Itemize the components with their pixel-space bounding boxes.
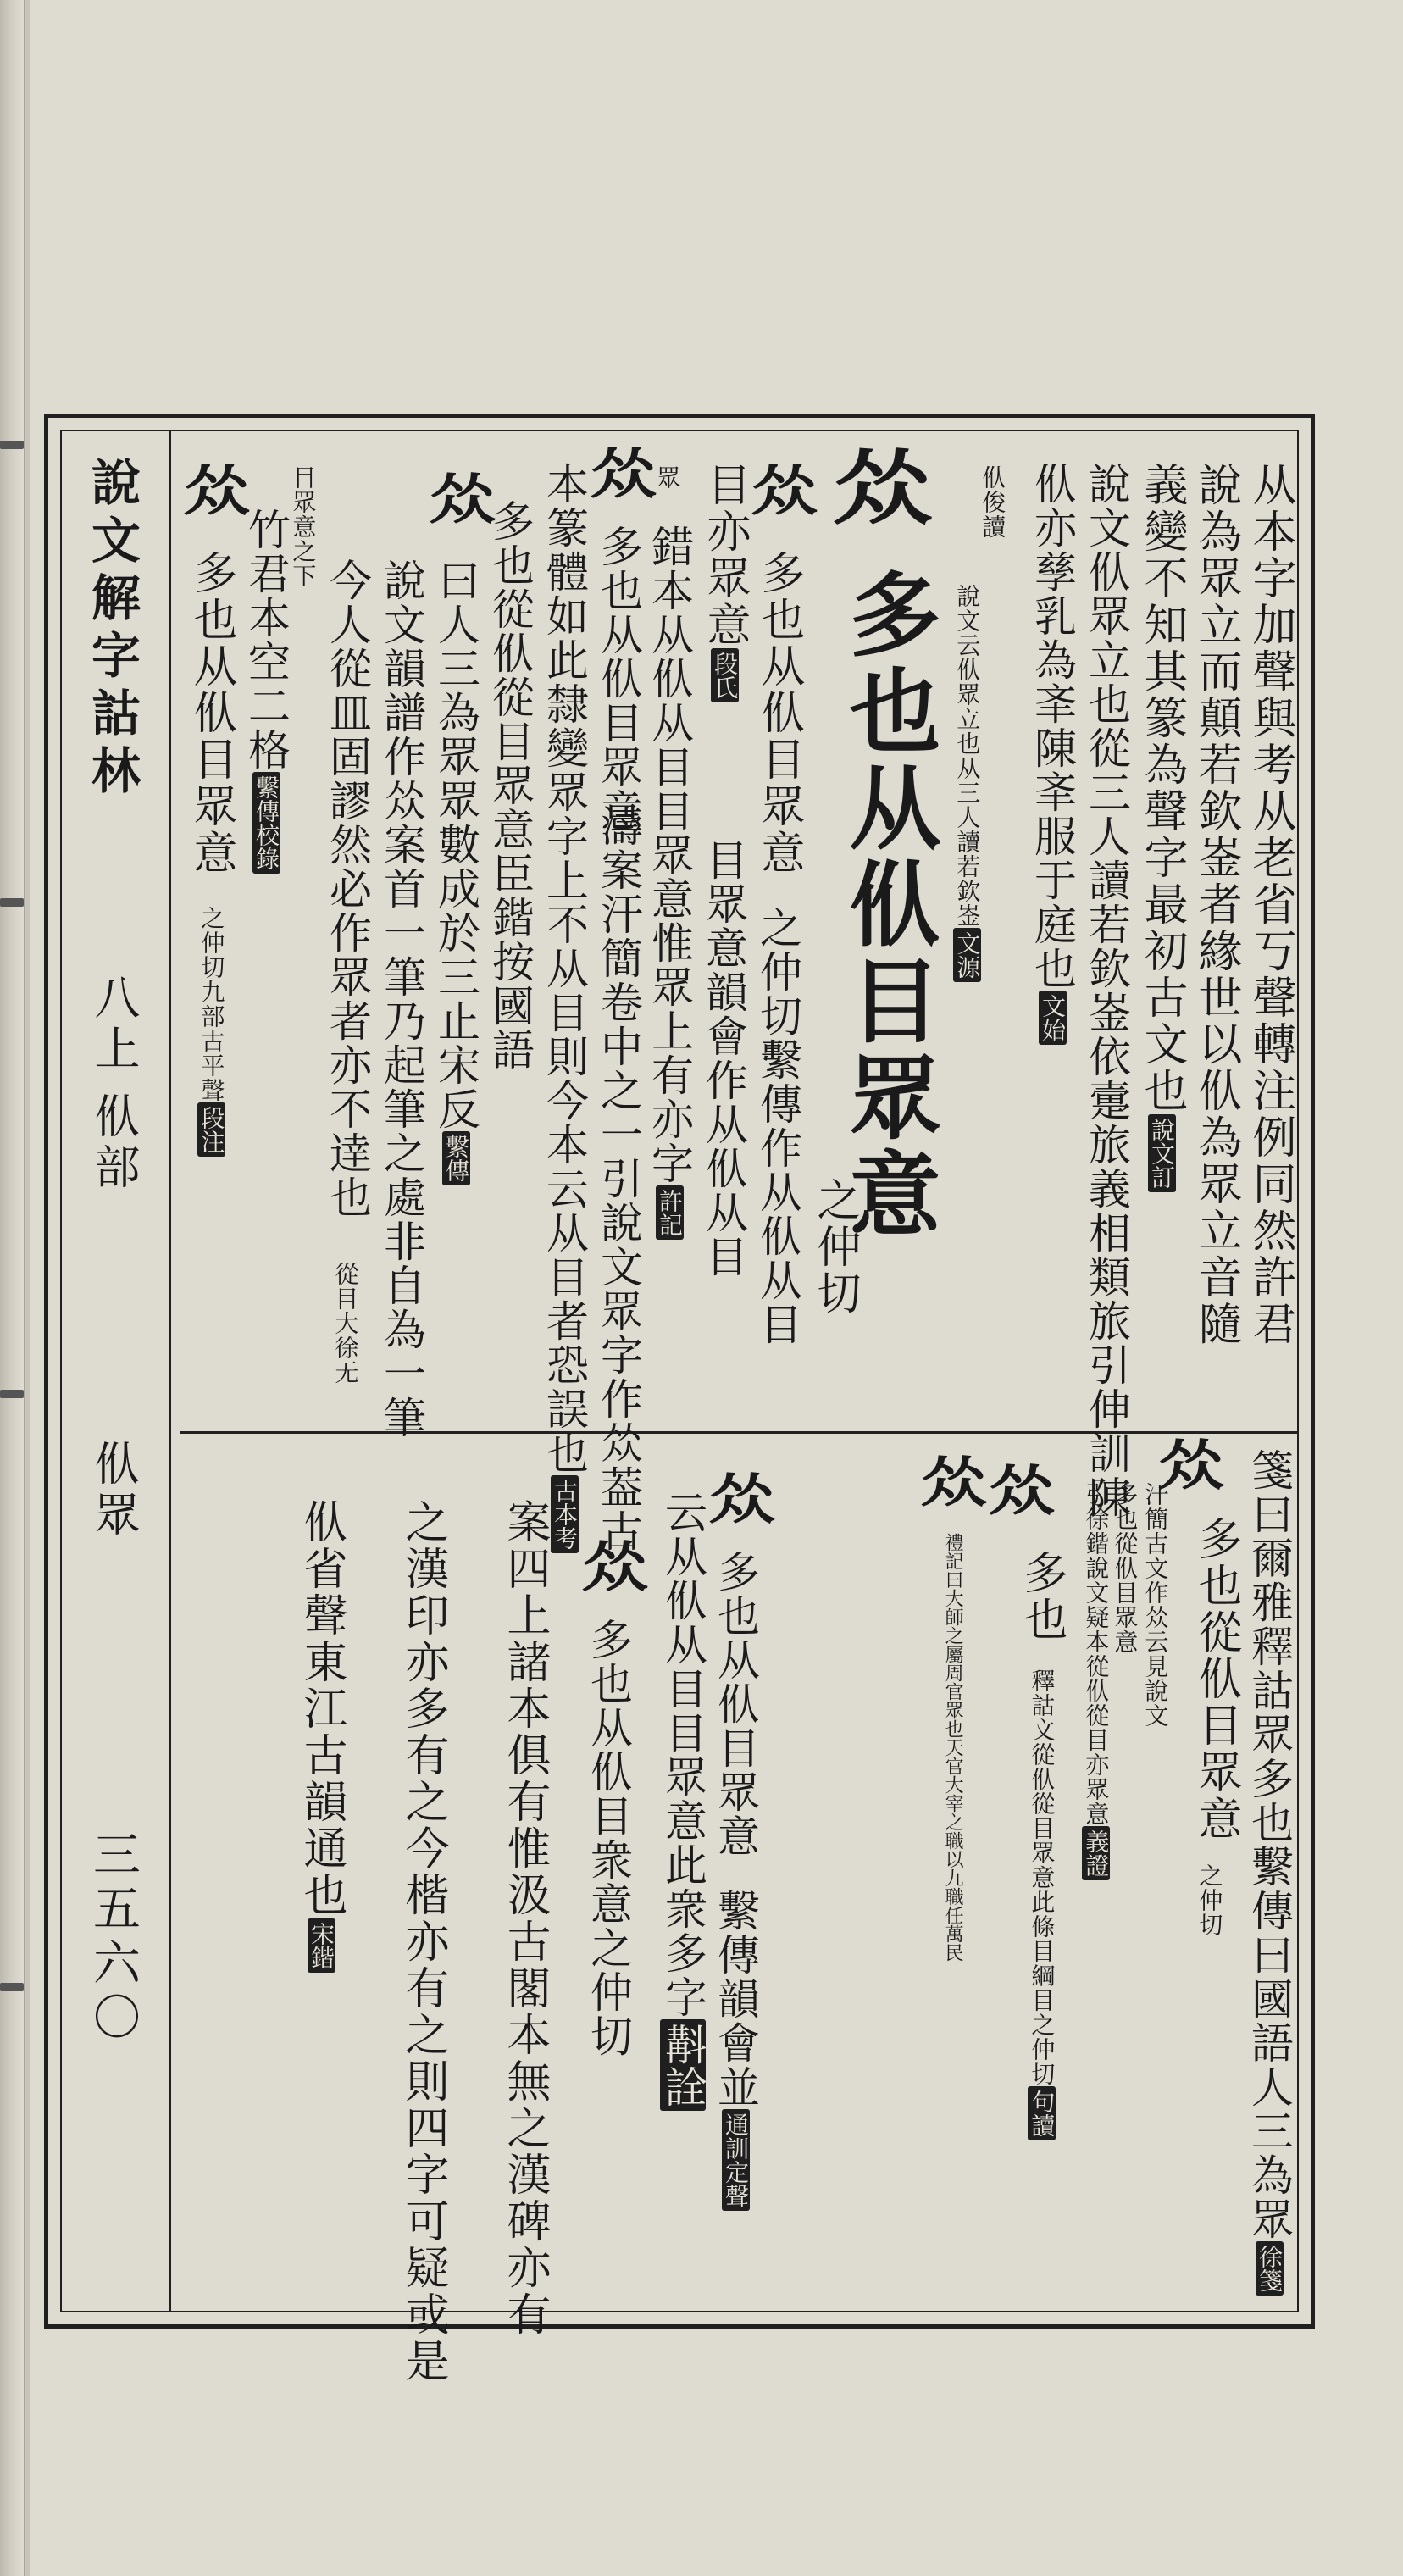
upper-col-12-text: 本篆體如此隸變眾字上不从目則今本云从目者恐誤也	[540, 462, 589, 1475]
lower-col-4-note-text: 引徐鍇說文疑本從㐺從目亦眾意	[1082, 1482, 1111, 1826]
seal-glyph: 𠈌	[707, 1468, 770, 1532]
page-number: 三五六〇	[86, 1829, 141, 2046]
source-tag: 段注	[197, 1102, 225, 1157]
headword-definition: 多也从㐺目眾意	[834, 567, 940, 1243]
lower-col-7-note	[711, 1889, 760, 2211]
upper-col-13: 多也從㐺從目眾意臣鍇按國語	[485, 499, 535, 1072]
radical-label: 㐺部	[87, 1092, 141, 1194]
source-tag: 繫傳	[442, 1131, 470, 1185]
upper-col-10-text: 錯本从㐺从目目眾意惟眾上有亦字	[645, 525, 694, 1185]
upper-col-18	[241, 508, 291, 874]
book-binding	[0, 0, 25, 2576]
upper-col-9	[699, 462, 750, 702]
upper-col-17: 目眾意之下	[289, 465, 318, 588]
source-tag: 義證	[1082, 1826, 1110, 1880]
page-frame	[44, 414, 1315, 2384]
lower-col-5-note-text: 釋詁文從㐺從目眾意此條目綱目之仲切	[1028, 1668, 1056, 2086]
upper-col-14-text: 曰人三為眾眾數成於三止宋反	[431, 558, 480, 1131]
lower-col-1-text: 箋曰爾雅釋詁眾多也繫傳曰國語人三為眾	[1245, 1448, 1294, 2241]
upper-col-10-note: 眾	[653, 465, 682, 490]
lower-col-7-note-text: 繫傳韻會並	[711, 1889, 760, 2109]
upper-col-15: 說文韻譜作𠈌案首一筆乃起筆之處非自為一筆	[377, 558, 426, 1440]
page-frame-inner	[60, 430, 1299, 2384]
seal-glyph: 𠈌	[428, 469, 491, 532]
upper-col-3-text: 義變不知其篆為聲字最初古文也	[1136, 462, 1187, 1114]
source-tag: 古本考	[551, 1475, 579, 1553]
upper-col-11-note: 濤案汗簡卷中之一引說文眾字作𠈌葢古	[594, 804, 643, 1553]
upper-col-1: 从本字加聲與考从老省丂聲轉注例同然許君	[1245, 462, 1295, 1347]
seal-glyph: 𠈌	[919, 1452, 982, 1515]
source-tag: 文源	[953, 928, 981, 982]
lower-col-8-text: 云从㐺从目目眾意此衆多字	[658, 1491, 707, 2019]
volume-label: 八上	[87, 974, 141, 1075]
seal-glyph: 𠈌	[1156, 1435, 1219, 1498]
upper-col-16: 今人從皿固謬然必作眾者亦不逹也	[323, 558, 372, 1219]
upper-col-2: 說為眾立而顛若欽崟者緣世以㐺為眾立音隨	[1190, 462, 1241, 1347]
book-title: 說文解字詁林	[83, 457, 141, 802]
lower-col-3: 汗簡古文作𠈌云見說文	[1141, 1482, 1170, 1728]
source-tag: 許記	[656, 1185, 684, 1240]
source-tag: 句讀	[1028, 2086, 1056, 2140]
upper-col-5-text: 㐺亦孳乳為㪯陳㪯服于庭也	[1028, 462, 1077, 991]
upper-col-18-text: 竹君本空二格	[241, 508, 291, 772]
upper-col-9-text: 目亦眾意	[699, 462, 750, 648]
upper-col-4: 說文㐺眾立也從三人讀若欽崟依㚄旅義相類旅引伸訓陳	[1082, 462, 1131, 1519]
lower-col-5-note	[1028, 1668, 1056, 2140]
seal-glyph: 𠈌	[589, 443, 652, 507]
binding-stitch	[0, 1390, 24, 1398]
upper-col-10	[645, 525, 694, 1240]
headword-reading: 之仲切	[809, 1177, 860, 1317]
upper-col-11: 多也从㐺目眾意	[594, 525, 643, 833]
source-tag: 段氏	[711, 648, 739, 702]
lower-col-12-text: 㐺省聲東江古韻通也	[296, 1499, 347, 1918]
source-tag: 說文訂	[1148, 1114, 1176, 1192]
upper-col-8: 多也从㐺目眾意	[753, 550, 804, 876]
binding-stitch	[0, 1983, 24, 1991]
margin-column	[62, 431, 171, 2311]
binding-stitch	[0, 441, 24, 449]
heading-label: 㐺眾	[87, 1440, 141, 1541]
lower-col-10: 案四上諸本俱有惟汲古閣本無之漢碑亦有	[499, 1499, 550, 2338]
lower-col-8	[660, 1491, 706, 2111]
upper-col-8-note: 之仲切繫傳作从㐺从目	[753, 906, 802, 1346]
upper-col-5	[1028, 462, 1077, 1045]
seal-glyph: 𠈌	[750, 460, 812, 524]
seal-glyph: 𠈌	[182, 460, 245, 524]
lower-col-9: 多也从㐺目衆意之仲切	[584, 1618, 633, 2058]
upper-col-6a: 㐺俊讀	[979, 465, 1007, 539]
page-edge	[25, 0, 30, 2576]
source-tag: 斠詮	[660, 2019, 706, 2111]
lower-col-1	[1245, 1448, 1294, 2296]
lower-col-11: 之漢印亦多有之今楷亦有之則四字可疑或是	[397, 1499, 448, 2384]
upper-col-14	[431, 558, 480, 1185]
seal-glyph: 𠈌	[580, 1536, 643, 1600]
upper-col-6b-text: 說文云㐺眾立也从三人讀若欽崟	[953, 584, 982, 928]
source-tag: 繫傳校錄	[252, 772, 280, 874]
upper-col-3	[1136, 462, 1187, 1192]
lower-col-2-note: 之仲切	[1195, 1863, 1224, 1937]
upper-col-19-note	[197, 906, 225, 1157]
binding-stitch	[0, 898, 24, 907]
seal-glyph: 𠈌	[987, 1460, 1050, 1524]
source-tag: 徐箋	[1256, 2241, 1284, 2296]
source-tag: 文始	[1039, 991, 1067, 1045]
upper-col-16-note: 從目大徐无	[331, 1262, 360, 1385]
source-tag: 宋鍇	[308, 1918, 336, 1973]
upper-col-12	[540, 462, 589, 1553]
upper-col-19: 多也从㐺目眾意	[186, 550, 236, 876]
lower-col-4: 多也從㐺目眾意	[1111, 1482, 1140, 1654]
lower-col-6-note: 禮記曰大師之屬周官眾也天官大宰之職以九職任萬民	[942, 1533, 964, 1962]
upper-col-19-note-text: 之仲切九部古平聲	[197, 906, 226, 1102]
lower-col-4-note	[1082, 1482, 1110, 1880]
upper-col-9-note: 目眾意韻會作从㐺从目	[699, 838, 748, 1279]
upper-col-6b	[953, 584, 981, 982]
lower-col-2: 多也從㐺目眾意	[1190, 1516, 1241, 1842]
lower-col-5: 多也	[1016, 1550, 1067, 1643]
lower-col-7: 多也从㐺目眾意	[711, 1550, 760, 1858]
seal-glyph-main: 𠈌	[831, 441, 928, 536]
lower-col-12	[296, 1499, 347, 1973]
source-tag: 通訓定聲	[722, 2109, 750, 2211]
